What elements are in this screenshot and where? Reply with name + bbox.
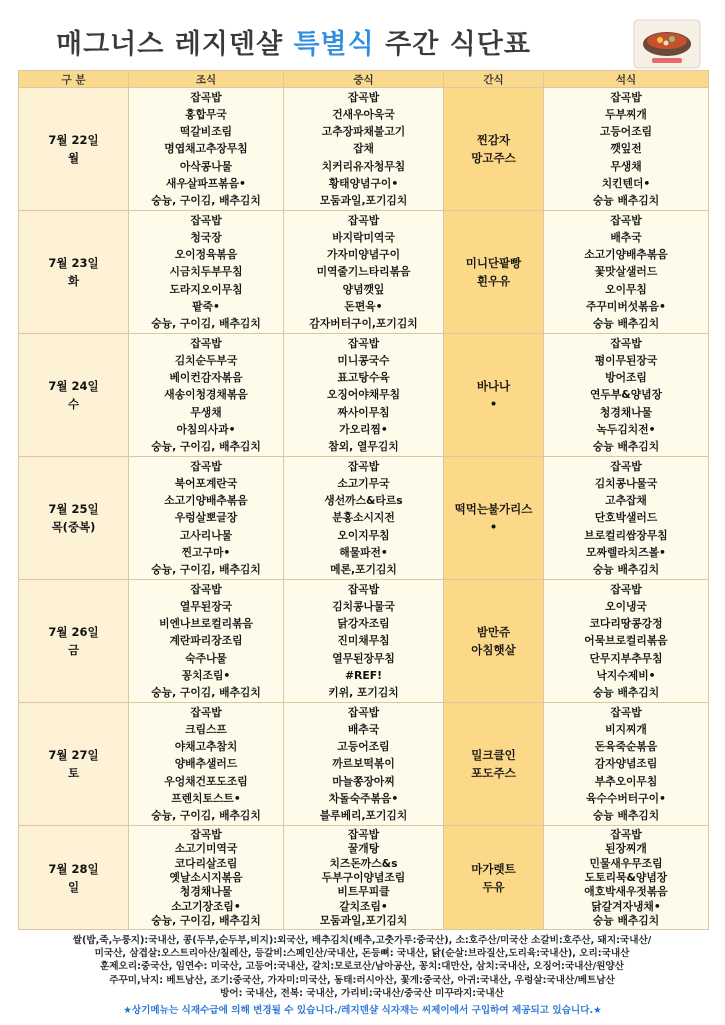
dinner-item: 평이무된장국 [594,354,658,368]
lunch-item: 잡곡밥 [347,583,380,597]
breakfast-list [129,580,283,702]
breakfast-item: 팥죽• [192,299,220,313]
lunch-cell [284,826,444,930]
snack-item: 두유 [482,879,505,894]
origin-info [6,934,718,1000]
breakfast-item: 잡곡밥 [190,460,222,474]
day-cell [19,703,129,826]
breakfast-item: 찐고구마• [181,545,231,559]
day-date: 7월 27일 [48,748,99,762]
title-suffix: 주간 식단표 [374,29,531,60]
origin-line: 쌀(밥,죽,누룽지):국내산, 콩(두부,순두부,비지):외국산, 배추김치(배추,고춧가루:중국산), 소:호주산/미국산 소갈비:호주산, 돼지:국내산/ [72,935,652,946]
breakfast-item: 숭늉, 구이김, 배추김치 [151,562,261,576]
day-date: 7월 25일 [48,502,99,516]
snack-item: 포도주스 [471,766,516,780]
breakfast-item: 소고기미역국 [174,842,238,856]
lunch-item: 참외, 열무김치 [328,439,399,453]
lunch-item: 갈치조림• [339,899,388,913]
snack-item: 밀크클인 [471,748,516,762]
dinner-item: 브로컬리쌈장무침 [584,528,668,542]
snack-list [444,131,543,167]
table-row [19,211,709,334]
lunch-item: 모둠과일,포기김치 [319,193,408,207]
lunch-item: 양념깻잎 [342,282,385,296]
breakfast-item: 도라지오이무침 [169,282,243,296]
dinner-cell [544,334,709,457]
dinner-item: 숭늉 배추김치 [592,914,660,928]
lunch-item: 잡곡밥 [347,706,380,720]
breakfast-item: 새우살파프볶음• [166,176,246,190]
table-row [19,457,709,580]
lunch-item: 잡곡밥 [347,337,380,351]
dinner-item: 소고기양배추볶음 [584,248,668,262]
day-weekday: 수 [67,397,80,411]
lunch-item: 짜사이무침 [337,405,390,419]
dinner-item: 잡곡밥 [610,460,642,474]
dinner-item: 닭갈겨자냉채• [591,899,661,913]
breakfast-list [129,211,283,333]
dinner-cell [544,88,709,211]
dinner-item: 배추국 [610,231,642,245]
dinner-item: 김치콩나물국 [594,477,658,491]
breakfast-item: 시금치두부무침 [169,265,243,279]
breakfast-cell [129,826,284,930]
dinner-item: 감자양념조림 [594,757,658,771]
breakfast-item: 숭늉, 구이김, 배추김치 [151,914,261,928]
breakfast-cell [129,703,284,826]
dinner-item: 두부찌개 [605,108,647,122]
breakfast-item: 잡곡밥 [190,706,222,720]
dinner-item: 돈육죽순볶음 [594,740,658,754]
breakfast-item: 코다리살조림 [174,856,238,870]
breakfast-item: 아삭콩나물 [179,159,233,173]
lunch-item: 돈편육• [344,299,383,313]
lunch-list [284,703,443,825]
breakfast-item: 프렌치토스트• [171,791,241,805]
breakfast-item: 잡곡밥 [190,337,222,351]
breakfast-list [129,334,283,456]
lunch-item: 고추장파채불고기 [321,125,406,139]
breakfast-item: 우엉채건포도조림 [164,774,248,788]
day-cell [19,334,129,457]
day-weekday: 목(중복) [51,520,96,534]
breakfast-cell [129,88,284,211]
lunch-item: 잡채 [353,142,374,156]
dinner-list [544,457,708,579]
breakfast-item: 잡곡밥 [190,214,222,228]
lunch-item: 두부구이양념조림 [321,870,406,884]
table-row [19,88,709,211]
lunch-item: 고등어조림 [337,740,390,754]
table-row [19,580,709,703]
day-cell [19,457,129,580]
breakfast-item: 청국장 [190,231,222,245]
lunch-item: 미역줄기느타리볶음 [316,265,411,279]
lunch-item: 표고탕수육 [337,371,390,385]
dinner-item: 모짜렐라치즈볼• [586,545,666,559]
breakfast-item: 아침의사과• [176,422,236,436]
header-lunch: 중식 [284,71,444,88]
dinner-item: 잡곡밥 [610,583,642,597]
lunch-item: 오징어야채무침 [326,388,400,402]
snack-list [444,377,543,413]
snack-item: 미니단팥빵 [465,256,522,270]
lunch-list [284,457,443,579]
dinner-list [544,211,708,333]
breakfast-item: 새송이청경채볶음 [164,388,248,402]
day-cell [19,211,129,334]
dinner-item: 무생채 [610,159,642,173]
day-date: 7월 28일 [48,861,99,876]
lunch-list [284,334,443,456]
lunch-item: 까르보떡볶이 [332,757,395,771]
dinner-item: 육수수버터구이• [586,791,666,805]
dinner-list [544,334,708,456]
snack-item: 망고주스 [471,151,516,165]
dinner-list [544,826,708,929]
snack-list [444,254,543,290]
breakfast-item: 잡곡밥 [190,91,222,105]
dinner-item: 코다리땅콩강정 [589,617,663,631]
dinner-item: 치킨텐더• [601,176,651,190]
snack-cell [444,703,544,826]
breakfast-cell [129,211,284,334]
lunch-item: 잡곡밥 [347,827,380,841]
snack-item: 찐감자 [476,133,511,147]
dinner-cell [544,211,709,334]
dinner-item: 숭늉 배추김치 [592,685,660,699]
breakfast-item: 크림스프 [185,723,227,737]
dinner-item: 숭늉 배추김치 [592,562,660,576]
lunch-item: 미니콩국수 [337,354,390,368]
dinner-item: 숭늉 배추김치 [592,808,660,822]
lunch-item: #REF! [344,668,383,682]
breakfast-item: 잡곡밥 [190,583,222,597]
dinner-item: 숭늉 배추김치 [592,193,660,207]
dinner-item: 녹두김치전• [596,422,656,436]
lunch-cell [284,703,444,826]
dinner-item: 청경채나물 [599,405,653,419]
breakfast-cell [129,580,284,703]
origin-line: 미국산, 삼겹살:오스트리아산/칠레산, 등갈비:스페인산/국내산, 돈등뼈: 국내산, 닭(순살:브라질산,도리육:국내산), 오리:국내산 [94,948,630,960]
menu-change-notice: ★상기메뉴는 식재수급에 의해 변경될 수 있습니다./레지덴샬 식자재는 씨제이에서 구입하여 제공되고 있습니다.★ [123,1005,602,1016]
snack-cell [444,580,544,703]
lunch-item: 메론,포기김치 [330,562,397,576]
dinner-item: 오이무침 [605,282,647,296]
lunch-item: 황태양념구이• [328,176,399,190]
lunch-item: 차돌숙주볶음• [328,791,399,805]
snack-cell [444,826,544,930]
breakfast-item: 야채고추참치 [174,740,238,754]
dinner-list [544,580,708,702]
snack-list [444,623,543,659]
title-highlight: 특별식 [293,29,375,60]
breakfast-cell [129,334,284,457]
lunch-item: 분홍소시지전 [332,511,395,525]
breakfast-item: 소고기장조림• [171,899,241,913]
day-weekday: 화 [67,274,80,288]
dinner-item: 단호박샐러드 [594,511,658,525]
breakfast-item: 홍합무국 [185,108,227,122]
lunch-item: 생선까스&타르s [324,494,403,508]
dinner-item: 민물새우무조림 [589,856,663,870]
lunch-cell [284,457,444,580]
day-cell [19,826,129,930]
dinner-list [544,88,708,210]
lunch-item: 키위, 포기김치 [328,685,399,699]
table-row [19,826,709,930]
day-weekday: 월 [67,151,80,165]
breakfast-item: 잡곡밥 [190,827,222,841]
snack-item: 바나나 [476,379,511,393]
day-weekday: 토 [67,766,80,780]
breakfast-item: 옛날소시지볶음 [169,870,243,884]
snack-item: • [489,520,498,534]
origin-line: 훈제오리:중국산, 임연수: 미국산, 고등어:국내산, 갈치:모로코산/남아공산, 꽁치:대만산, 삼치:국내산, 오징어:국내산/원양산 [100,961,624,973]
dinner-item: 고등어조림 [599,125,653,139]
breakfast-list [129,457,283,579]
breakfast-item: 무생채 [190,405,222,419]
breakfast-item: 숭늉, 구이김, 배추김치 [151,316,261,330]
snack-list [444,860,543,896]
dinner-item: 방어조림 [605,371,647,385]
day-date: 7월 23일 [48,256,99,270]
breakfast-item: 북어포계란국 [174,477,238,491]
lunch-cell [284,88,444,211]
breakfast-item: 숭늉, 구이김, 배추김치 [151,439,261,453]
snack-item: 마가렛트 [471,861,516,876]
header-dinner: 석식 [544,71,709,88]
snack-item: 흰우유 [476,274,511,288]
snack-cell [444,334,544,457]
lunch-item: 진미채무침 [337,634,390,648]
breakfast-item: 숭늉, 구이김, 배추김치 [151,193,261,207]
lunch-list [284,580,443,702]
breakfast-item: 고사리나물 [179,528,233,542]
snack-item: 밤만쥬 [476,625,511,639]
lunch-item: 꿀개탕 [347,842,380,856]
dinner-cell [544,457,709,580]
breakfast-cell [129,457,284,580]
snack-list [444,746,543,782]
table-row [19,334,709,457]
lunch-item: 건새우아욱국 [332,108,395,122]
lunch-item: 해물파전• [339,545,388,559]
lunch-item: 김치콩나물국 [332,600,395,614]
day-cell [19,580,129,703]
dinner-item: 어묵브로컬리볶음 [584,634,668,648]
dinner-list [544,703,708,825]
lunch-item: 오이지무침 [337,528,390,542]
dinner-item: 애호박새우젓볶음 [584,885,668,899]
day-cell [19,88,129,211]
snack-cell [444,211,544,334]
breakfast-list [129,703,283,825]
dinner-cell [544,703,709,826]
dinner-item: 도토리묵&양념장 [584,870,668,884]
dinner-item: 낙지수제비• [596,668,656,682]
breakfast-item: 오이정육볶음 [174,248,238,262]
lunch-item: 소고기무국 [337,477,390,491]
dinner-item: 비지찌개 [605,723,647,737]
origin-line: 주꾸미,낙지: 베트남산, 조기:중국산, 가자미:미국산, 동태:러시아산, 꽃게:중국산, 아귀:국내산, 우렁살:국내산/베트남산 [109,974,615,986]
breakfast-item: 우렁살뽀글장 [174,511,238,525]
dinner-item: 꽃맛살샐러드 [594,265,658,279]
day-date: 7월 26일 [48,625,99,639]
breakfast-item: 김치순두부국 [174,354,238,368]
dinner-item: 된장찌개 [605,842,647,856]
dinner-item: 숭늉 배추김치 [592,316,660,330]
lunch-item: 잡곡밥 [347,214,380,228]
lunch-item: 열무된장무침 [332,651,395,665]
day-weekday: 일 [67,879,80,894]
breakfast-item: 숙주나물 [185,651,227,665]
breakfast-item: 비엔나브로컬리볶음 [159,617,253,631]
breakfast-item: 열무된장국 [179,600,233,614]
header-breakfast: 조식 [129,71,284,88]
table-header-row [19,71,709,88]
lunch-item: 치커리유자청무침 [321,159,406,173]
snack-list [444,500,543,536]
dinner-item: 잡곡밥 [610,337,642,351]
snack-item: 아침햇살 [471,643,516,657]
weekly-menu-table [18,70,709,930]
breakfast-item: 양배추샐러드 [174,757,238,771]
lunch-item: 감자버터구이,포기김치 [309,316,418,330]
lunch-item: 가자미양념구이 [326,248,400,262]
breakfast-item: 계란파리장조림 [169,634,243,648]
lunch-item: 닭강자조림 [337,617,390,631]
day-date: 7월 22일 [48,133,99,147]
dinner-cell [544,826,709,930]
snack-item: 떡먹는불가리스 [454,502,533,516]
lunch-item: 치즈돈까스&s [329,856,398,870]
dinner-item: 깻잎전 [610,142,642,156]
snack-item: • [489,397,498,411]
dinner-item: 고추잡채 [605,494,647,508]
lunch-list [284,211,443,333]
dinner-item: 잡곡밥 [610,214,642,228]
lunch-cell [284,211,444,334]
hotpot-logo-icon [632,18,702,70]
breakfast-item: 숭늉, 구이김, 배추김치 [151,685,261,699]
dinner-item: 잡곡밥 [610,91,642,105]
header-snack: 간식 [444,71,544,88]
lunch-item: 블루베리,포기김치 [319,808,408,822]
dinner-item: 연두부&양념장 [590,388,662,402]
table-row [19,703,709,826]
lunch-item: 마늘쫑장아찌 [332,774,395,788]
lunch-item: 모둠과일,포기김치 [319,914,408,928]
snack-cell [444,88,544,211]
dinner-item: 잡곡밥 [610,827,642,841]
lunch-cell [284,580,444,703]
lunch-list [284,88,443,210]
breakfast-item: 베이컨감자볶음 [169,371,243,385]
lunch-item: 바지락미역국 [332,231,395,245]
breakfast-list [129,826,283,929]
title-prefix: 매그너스 레지덴샬 [56,29,294,60]
lunch-list [284,826,443,929]
breakfast-item: 청경채나물 [179,885,233,899]
day-weekday: 금 [67,643,80,657]
page-title [56,22,531,61]
title-bar [0,0,725,66]
breakfast-item: 떡갈비조림 [179,125,233,139]
dinner-item: 잡곡밥 [610,706,642,720]
lunch-item: 가오리찜• [339,422,388,436]
dinner-item: 단무지부추무침 [589,651,663,665]
dinner-item: 주꾸미버섯볶음• [586,299,666,313]
header-day: 구 분 [19,71,129,88]
origin-line: 방어: 국내산, 전복: 국내산, 가리비:국내산/중국산 미꾸라지:국내산 [220,987,504,999]
day-date: 7월 24일 [48,379,99,393]
lunch-item: 잡곡밥 [347,91,380,105]
breakfast-item: 숭늉, 구이김, 배추김치 [151,808,261,822]
breakfast-list [129,88,283,210]
dinner-item: 부추오이무침 [594,774,658,788]
lunch-item: 배추국 [347,723,380,737]
lunch-cell [284,334,444,457]
lunch-item: 비트무피클 [337,885,390,899]
dinner-item: 숭늉 배추김치 [592,439,660,453]
lunch-item: 잡곡밥 [347,460,380,474]
breakfast-item: 꽁치조림• [181,668,231,682]
menu-body [19,88,709,930]
dinner-cell [544,580,709,703]
breakfast-item: 소고기양배추볶음 [164,494,248,508]
dinner-item: 오이냉국 [605,600,647,614]
snack-cell [444,457,544,580]
breakfast-item: 명엽채고추장무침 [164,142,248,156]
